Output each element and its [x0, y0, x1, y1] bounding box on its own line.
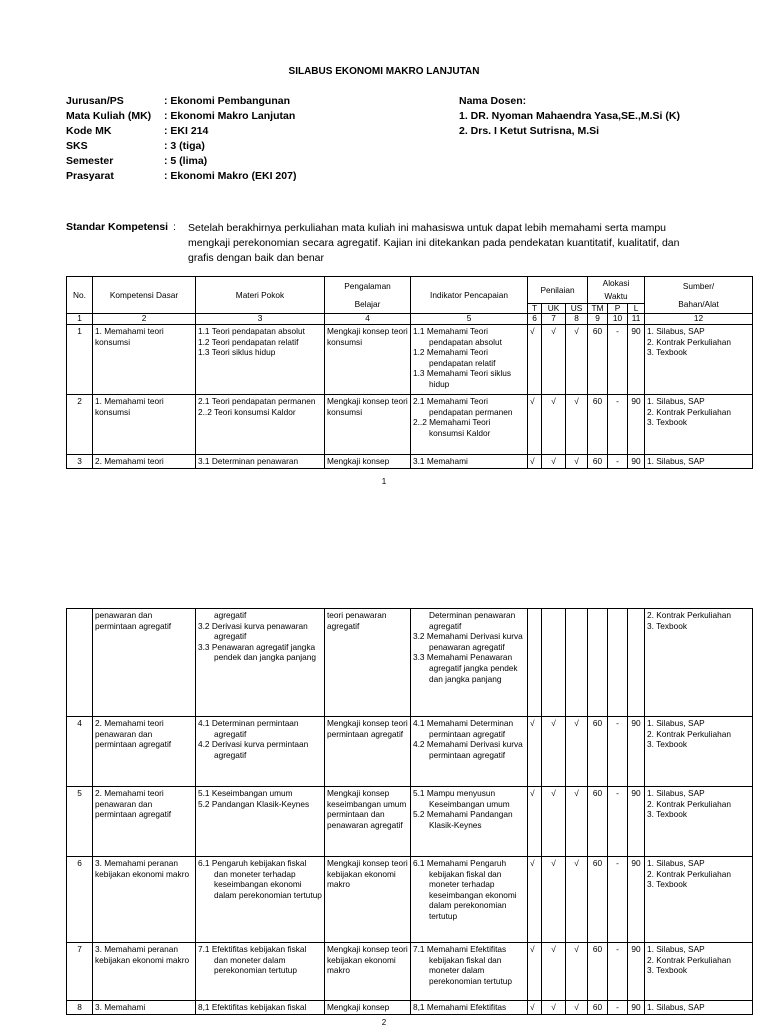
check-us: √ — [566, 455, 588, 469]
sumber-item: 1. Silabus, SAP — [647, 718, 705, 728]
header-row — [67, 277, 753, 304]
row-number: 1 — [67, 325, 93, 395]
sumber-cell — [645, 857, 753, 943]
info-value: : Ekonomi Pembangunan — [164, 95, 291, 107]
sumber-item: 1. Silabus, SAP — [647, 788, 705, 798]
l-value: 90 — [628, 325, 645, 395]
check-us: √ — [566, 717, 588, 787]
header-l: L — [628, 304, 645, 314]
sumber-cell — [645, 943, 753, 1001]
sumber-item: 2. Kontrak Perkuliahan — [647, 868, 731, 879]
check-uk: √ — [542, 787, 566, 857]
indikator-cell — [411, 455, 528, 469]
indikator-cell — [411, 395, 528, 455]
page-number: 1 — [381, 477, 387, 486]
info-row — [66, 109, 296, 124]
sumber-item: 3. Texbook — [647, 965, 687, 976]
header-alokasi — [588, 277, 645, 304]
materi-item: 1.1 Teori pendapatan absolut — [198, 326, 305, 336]
tm-value: 60 — [588, 395, 608, 455]
sumber-cell — [645, 395, 753, 455]
column-number: 3 — [196, 314, 325, 325]
column-number: 12 — [645, 314, 753, 325]
check-t: √ — [528, 787, 542, 857]
sumber-item: 3. Texbook — [647, 620, 687, 631]
p-value: - — [608, 1001, 628, 1015]
p-value: - — [608, 943, 628, 1001]
standar-kompetensi-text: Setelah berakhirnya perkuliahan mata kuliah ini mahasiswa untuk dapat lebih memahami serta mampu mengkaji perekonomian secara agregatif. Kajian ini ditekankan pada pendekatan kuantitatif, kualitatif, dan grafis dengan baik dan benar — [188, 222, 680, 264]
materi-item: 5.2 Pandangan Klasik-Keynes — [198, 798, 310, 809]
header-indikator: Indikator Pencapaian — [411, 277, 528, 314]
header-pengalaman-line: Belajar — [354, 299, 381, 309]
pengalaman-cell: Mengkaji konsep teori konsumsi — [325, 395, 411, 455]
tm-value: 60 — [588, 325, 608, 395]
tm-value: 60 — [588, 787, 608, 857]
kompetensi-cell: 2. Memahami teori penawaran dan permintaan agregatif — [93, 787, 196, 857]
kompetensi-cell: 2. Memahami teori penawaran dan permintaan agregatif — [93, 717, 196, 787]
check-t: √ — [528, 395, 542, 455]
pengalaman-cell: Mengkaji konsep teori konsumsi — [325, 325, 411, 395]
indikator-item: 4.1 Memahami Determinan permintaan agregatif — [413, 718, 514, 739]
info-label: Semester — [66, 155, 114, 167]
header-sumber — [645, 277, 753, 314]
indikator-cell — [411, 943, 528, 1001]
materi-cell — [196, 717, 325, 787]
indikator-cell — [411, 717, 528, 787]
materi-cell — [196, 455, 325, 469]
materi-cell — [196, 1001, 325, 1015]
materi-item: 5.1 Keseimbangan umum — [198, 788, 293, 798]
sumber-item: 2. Kontrak Perkuliahan — [647, 610, 731, 620]
materi-item: 7.1 Efektifitas kebijakan fiskal dan moneter dalam perekonomian tertutup — [198, 944, 307, 976]
row-number: 8 — [67, 1001, 93, 1015]
indikator-item: 2..2 Memahami Teori konsumsi Kaldor — [413, 417, 491, 438]
p-value: - — [608, 395, 628, 455]
info-value: : 5 (lima) — [164, 155, 208, 167]
info-value: : Ekonomi Makro (EKI 207) — [164, 170, 297, 182]
indikator-cell — [411, 325, 528, 395]
check-uk: √ — [542, 717, 566, 787]
lecturer-block — [459, 94, 680, 139]
check-t: √ — [528, 1001, 542, 1015]
column-number-row — [67, 314, 753, 325]
sumber-item: 1. Silabus, SAP — [647, 456, 705, 466]
info-row — [66, 169, 296, 184]
header-us: US — [566, 304, 588, 314]
pengalaman-cell: Mengkaji konsep keseimbangan umum permintaan dan penawaran agregatif — [325, 787, 411, 857]
table-row — [67, 455, 753, 469]
materi-item: 1.3 Teori siklus hidup — [198, 347, 276, 358]
materi-item: 4.2 Derivasi kurva permintaan agregatif — [198, 739, 309, 760]
materi-item: 2..2 Teori konsumsi Kaldor — [198, 406, 296, 417]
indikator-item: 1.1 Memahami Teori pendapatan absolut — [413, 326, 502, 347]
table-row — [67, 395, 753, 455]
materi-item: 3.2 Derivasi kurva penawaran agregatif — [198, 620, 308, 642]
l-value: 90 — [628, 1001, 645, 1015]
row-number: 3 — [67, 455, 93, 469]
materi-cell — [196, 857, 325, 943]
lecturer-heading: Nama Dosen: — [459, 95, 527, 107]
column-number: 2 — [93, 314, 196, 325]
column-number: 9 — [588, 314, 608, 325]
pengalaman-cell: teori penawaran agregatif — [325, 609, 411, 717]
column-number: 5 — [411, 314, 528, 325]
row-number: 6 — [67, 857, 93, 943]
row-number — [67, 609, 93, 717]
check-uk: √ — [542, 455, 566, 469]
materi-item: 4.1 Determinan permintaan agregatif — [198, 718, 299, 739]
header-pengalaman — [325, 277, 411, 314]
sumber-cell — [645, 455, 753, 469]
p-value: - — [608, 325, 628, 395]
column-number: 6 — [528, 314, 542, 325]
indikator-item: 3.1 Memahami — [413, 456, 468, 466]
materi-item: 8,1 Efektifitas kebijakan fiskal — [198, 1002, 307, 1012]
check-us: √ — [566, 395, 588, 455]
lecturer-name: 1. DR. Nyoman Mahaendra Yasa,SE.,M.Si (K) — [459, 110, 680, 122]
check-us: √ — [566, 325, 588, 395]
indikator-cell — [411, 1001, 528, 1015]
header-pengalaman-line: Pengalaman — [344, 281, 391, 291]
column-number: 11 — [628, 314, 645, 325]
materi-cell — [196, 787, 325, 857]
sumber-item: 1. Silabus, SAP — [647, 858, 705, 868]
materi-item: 3.3 Penawaran agregatif jangka pendek dan jangka panjang — [198, 641, 316, 663]
indikator-item: Determinan penawaran agregatif — [429, 610, 516, 631]
sumber-cell — [645, 1001, 753, 1015]
indikator-cell — [411, 857, 528, 943]
row-number: 4 — [67, 717, 93, 787]
indikator-item: 2.1 Memahami Teori pendapatan permanen — [413, 396, 513, 417]
table-row — [67, 787, 753, 857]
empty-cell — [566, 609, 588, 717]
indikator-item: 3.2 Memahami Derivasi kurva penawaran agregatif — [413, 631, 523, 652]
page-number: 2 — [381, 1018, 387, 1027]
check-uk: √ — [542, 395, 566, 455]
check-t: √ — [528, 455, 542, 469]
tm-value: 60 — [588, 455, 608, 469]
row-number: 7 — [67, 943, 93, 1001]
header-kompetensi: Kompetensi Dasar — [93, 277, 196, 314]
sumber-item: 1. Silabus, SAP — [647, 326, 705, 336]
check-uk: √ — [542, 325, 566, 395]
p-value: - — [608, 787, 628, 857]
materi-item: 3.1 Determinan penawaran — [198, 456, 299, 466]
check-us: √ — [566, 1001, 588, 1015]
indikator-item: 3.3 Memahami Penawaran agregatif jangka pendek dan jangka panjang — [413, 652, 518, 684]
materi-cell — [196, 395, 325, 455]
sumber-item: 3. Texbook — [647, 417, 688, 428]
indikator-cell — [411, 609, 528, 717]
sumber-cell — [645, 609, 753, 717]
info-row — [66, 124, 296, 139]
sumber-item: 2. Kontrak Perkuliahan — [647, 336, 731, 347]
sumber-item: 3. Texbook — [647, 739, 687, 750]
table-row — [67, 325, 753, 395]
table-row — [67, 717, 753, 787]
sumber-item: 2. Kontrak Perkuliahan — [647, 406, 731, 417]
column-number: 7 — [542, 314, 566, 325]
info-row — [66, 94, 296, 109]
sumber-item: 1. Silabus, SAP — [647, 396, 705, 406]
p-value: - — [608, 717, 628, 787]
pengalaman-cell: Mengkaji konsep — [325, 1001, 411, 1015]
header-uk: UK — [542, 304, 566, 314]
indikator-item: 1.3 Memahami Teori siklus hidup — [413, 368, 512, 389]
materi-item: 6.1 Pengaruh kebijakan fiskal dan moneter terhadap keseimbangan ekonomi dalam perekonomian tertutup — [198, 858, 322, 900]
check-uk: √ — [542, 857, 566, 943]
empty-cell — [628, 609, 645, 717]
syllabus-table-continued — [66, 608, 753, 1015]
p-value: - — [608, 455, 628, 469]
table-row — [67, 1001, 753, 1015]
document-title: SILABUS EKONOMI MAKRO LANJUTAN — [288, 66, 480, 77]
header-p: P — [608, 304, 628, 314]
info-label: Prasyarat — [66, 170, 114, 182]
info-value: : 3 (tiga) — [164, 140, 205, 152]
page-2 — [0, 560, 768, 1027]
l-value: 90 — [628, 787, 645, 857]
info-row — [66, 154, 296, 169]
standar-kompetensi-colon: : — [173, 221, 176, 233]
materi-cell — [196, 943, 325, 1001]
sumber-item: 2. Kontrak Perkuliahan — [647, 728, 731, 739]
pengalaman-cell: Mengkaji konsep teori kebijakan ekonomi makro — [325, 943, 411, 1001]
empty-cell — [608, 609, 628, 717]
kompetensi-cell: 3. Memahami — [93, 1001, 196, 1015]
kompetensi-cell: 1. Memahami teori konsumsi — [93, 325, 196, 395]
check-t: √ — [528, 943, 542, 1001]
header-sumber-line: Sumber/ — [682, 281, 715, 291]
tm-value: 60 — [588, 857, 608, 943]
check-uk: √ — [542, 1001, 566, 1015]
sumber-item: 2. Kontrak Perkuliahan — [647, 954, 731, 965]
check-t: √ — [528, 325, 542, 395]
info-label: Kode MK — [66, 125, 112, 137]
indikator-item: 5.2 Memahami Pandangan Klasik-Keynes — [413, 809, 513, 830]
sumber-item: 2. Kontrak Perkuliahan — [647, 798, 731, 809]
info-label: Mata Kuliah (MK) — [66, 110, 152, 122]
sumber-item: 3. Texbook — [647, 347, 688, 358]
l-value: 90 — [628, 717, 645, 787]
sumber-item: 3. Texbook — [647, 879, 687, 890]
table-row — [67, 857, 753, 943]
info-value: : EKI 214 — [164, 125, 209, 137]
materi-cell — [196, 325, 325, 395]
info-label: SKS — [66, 140, 88, 152]
check-us: √ — [566, 857, 588, 943]
check-t: √ — [528, 857, 542, 943]
check-t: √ — [528, 717, 542, 787]
l-value: 90 — [628, 395, 645, 455]
l-value: 90 — [628, 455, 645, 469]
kompetensi-cell: 2. Memahami teori — [93, 455, 196, 469]
sumber-cell — [645, 325, 753, 395]
tm-value: 60 — [588, 943, 608, 1001]
check-us: √ — [566, 943, 588, 1001]
indikator-item: 4.2 Memahami Derivasi kurva permintaan agregatif — [413, 739, 523, 760]
kompetensi-cell: 3. Memahami peranan kebijakan ekonomi makro — [93, 857, 196, 943]
table-row — [67, 943, 753, 1001]
tm-value: 60 — [588, 1001, 608, 1015]
kompetensi-cell: 1. Memahami teori konsumsi — [93, 395, 196, 455]
row-number: 2 — [67, 395, 93, 455]
header-alokasi-line: Alokasi — [602, 278, 630, 288]
materi-item: 2.1 Teori pendapatan permanen — [198, 396, 316, 406]
sumber-item: 1. Silabus, SAP — [647, 1002, 705, 1012]
course-info — [66, 94, 296, 184]
info-label: Jurusan/PS — [66, 95, 124, 107]
materi-item: agregatif — [214, 610, 247, 620]
empty-cell — [542, 609, 566, 717]
indikator-item: 8,1 Memahami Efektifitas — [413, 1002, 507, 1012]
header-penilaian: Penilaian — [528, 277, 588, 304]
table-row — [67, 609, 753, 717]
header-alokasi-line: Waktu — [604, 291, 628, 301]
column-number: 8 — [566, 314, 588, 325]
sumber-cell — [645, 717, 753, 787]
check-uk: √ — [542, 943, 566, 1001]
sumber-cell — [645, 787, 753, 857]
kompetensi-cell: penawaran dan permintaan agregatif — [93, 609, 196, 717]
header-t: T — [528, 304, 542, 314]
l-value: 90 — [628, 943, 645, 1001]
header-tm: TM — [588, 304, 608, 314]
empty-cell — [528, 609, 542, 717]
check-us: √ — [566, 787, 588, 857]
l-value: 90 — [628, 857, 645, 943]
pengalaman-cell: Mengkaji konsep teori kebijakan ekonomi makro — [325, 857, 411, 943]
p-value: - — [608, 857, 628, 943]
indikator-item: 5.1 Mampu menyusun Keseimbangan umum — [413, 788, 510, 809]
materi-item: 1.2 Teori pendapatan relatif — [198, 336, 299, 347]
header-materi: Materi Pokok — [196, 277, 325, 314]
column-number: 1 — [67, 314, 93, 325]
kompetensi-cell: 3. Memahami peranan kebijakan ekonomi makro — [93, 943, 196, 1001]
pengalaman-cell: Mengkaji konsep — [325, 455, 411, 469]
row-number: 5 — [67, 787, 93, 857]
column-number: 4 — [325, 314, 411, 325]
tm-value: 60 — [588, 717, 608, 787]
header-sumber-line: Bahan/Alat — [678, 299, 719, 309]
info-value: : Ekonomi Makro Lanjutan — [164, 110, 296, 122]
header-no: No. — [67, 277, 93, 314]
sumber-item: 1. Silabus, SAP — [647, 944, 705, 954]
materi-cell — [196, 609, 325, 717]
info-row — [66, 139, 296, 154]
pengalaman-cell: Mengkaji konsep teori permintaan agregatif — [325, 717, 411, 787]
indikator-cell — [411, 787, 528, 857]
standar-kompetensi-label: Standar Kompetensi — [66, 221, 169, 233]
indikator-item: 7.1 Memahami Efektifitas kebijakan fiskal dan moneter dalam perekonomian tertutup — [413, 944, 513, 986]
indikator-item: 1.2 Memahami Teori pendapatan relatif — [413, 347, 496, 368]
empty-cell — [588, 609, 608, 717]
syllabus-table — [66, 276, 753, 469]
indikator-item: 6.1 Memahami Pengaruh kebijakan fiskal dan moneter terhadap keseimbangan ekonomi dalam perekonomian tertutup — [413, 858, 517, 921]
column-number: 10 — [608, 314, 628, 325]
lecturer-name: 2. Drs. I Ketut Sutrisna, M.Si — [459, 125, 600, 137]
sumber-item: 3. Texbook — [647, 809, 687, 820]
